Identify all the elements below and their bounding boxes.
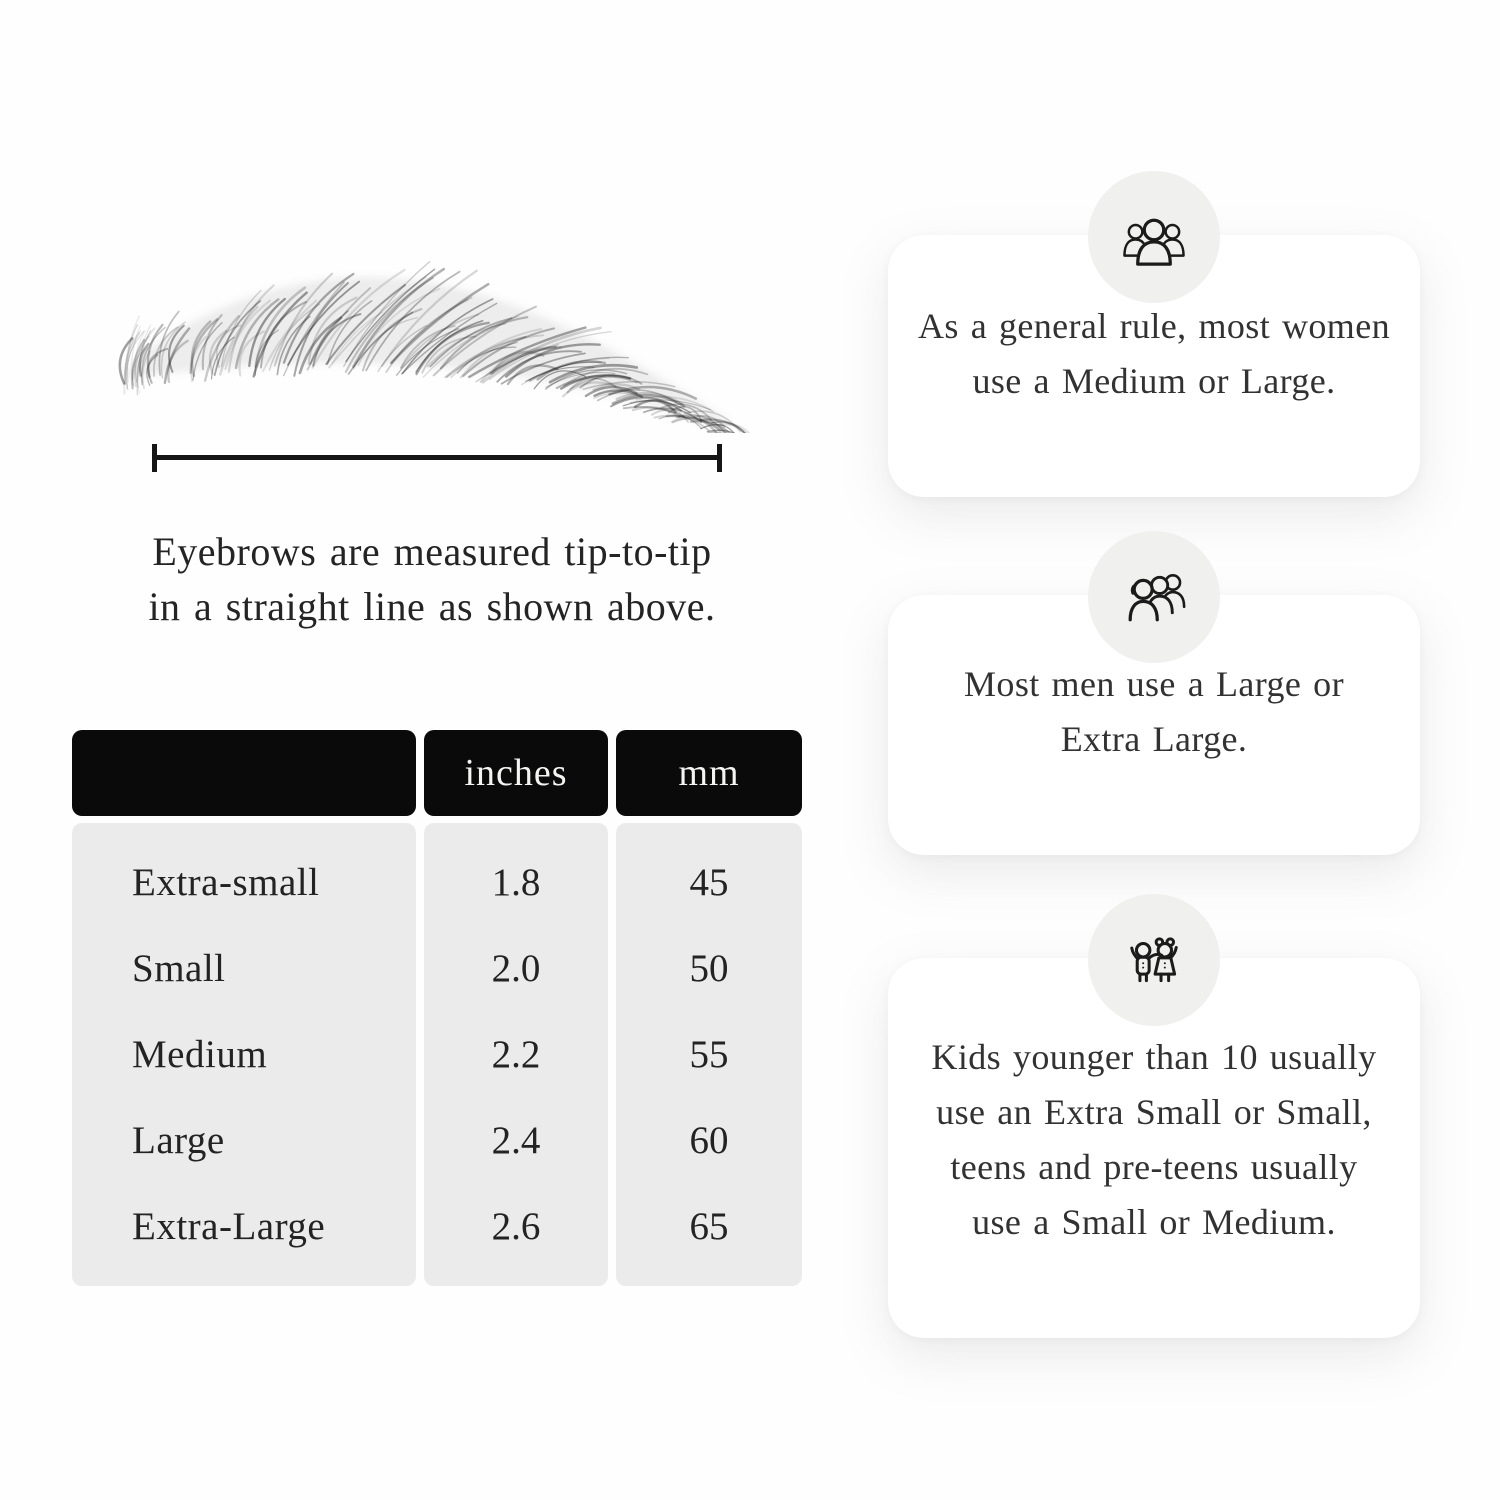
table-header-blank: [72, 730, 416, 816]
icon-circle: [1088, 894, 1220, 1026]
eyebrow-sketch: [112, 238, 792, 433]
size-inches: 2.2: [491, 1032, 541, 1076]
table-row: [72, 1097, 802, 1183]
size-label: Small: [132, 946, 226, 990]
size-inches: 2.4: [491, 1118, 541, 1162]
size-mm: 50: [689, 946, 729, 990]
measure-end-tick-right: [717, 444, 722, 472]
size-label: Large: [132, 1118, 225, 1162]
measurement-caption: [122, 524, 742, 634]
table-row: [72, 839, 802, 925]
size-inches: 2.6: [491, 1204, 541, 1248]
caption-line-1: Eyebrows are measured tip-to-tip: [152, 529, 712, 574]
size-table: [72, 730, 802, 1286]
table-row: [72, 1011, 802, 1097]
card-text: As a general rule, most women use a Medium or Large.: [918, 306, 1390, 401]
size-mm: 60: [689, 1118, 729, 1162]
caption-line-2: in a straight line as shown above.: [148, 584, 716, 629]
table-row: [72, 1183, 802, 1269]
icon-circle: [1088, 171, 1220, 303]
children-pair-icon: [1115, 921, 1193, 999]
card-text: Kids younger than 10 usually use an Extra Small or Small, teens and pre-teens usually use a Small or Medium.: [931, 1037, 1377, 1242]
size-mm: 65: [689, 1204, 729, 1248]
measure-bar: [152, 455, 722, 460]
size-inches: 1.8: [491, 860, 541, 904]
card-text: Most men use a Large or Extra Large.: [964, 664, 1344, 759]
info-card-women: [888, 235, 1420, 497]
table-header-mm: mm: [616, 730, 802, 816]
info-card-kids: [888, 958, 1420, 1338]
size-label: Medium: [132, 1032, 268, 1076]
women-group-icon: [1115, 198, 1193, 276]
size-label: Extra-Large: [132, 1204, 326, 1248]
size-inches: 2.0: [491, 946, 541, 990]
size-mm: 45: [689, 860, 729, 904]
table-header-inches: inches: [424, 730, 608, 816]
size-mm: 55: [689, 1032, 729, 1076]
size-label: Extra-small: [132, 860, 320, 904]
info-card-men: [888, 595, 1420, 855]
icon-circle: [1088, 531, 1220, 663]
men-group-icon: [1115, 558, 1193, 636]
table-row: [72, 925, 802, 1011]
tip-to-tip-measure-line: [152, 444, 722, 472]
